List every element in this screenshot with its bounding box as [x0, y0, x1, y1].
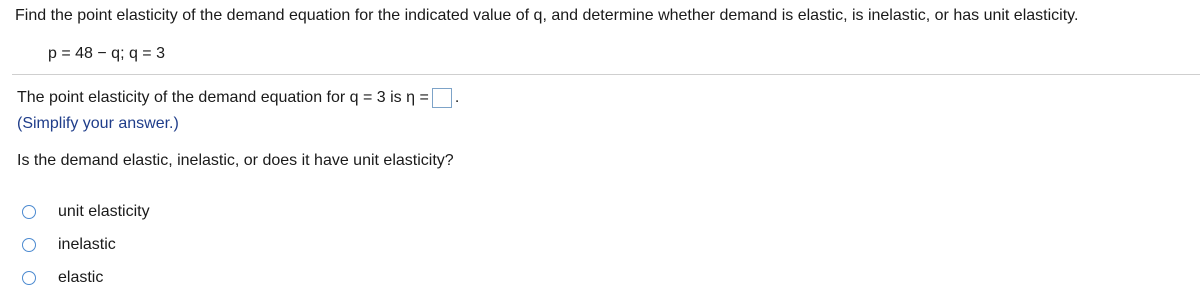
radio-inelastic[interactable] — [22, 238, 36, 252]
demand-type-question: Is the demand elastic, inelastic, or does it have unit elasticity? — [17, 152, 454, 169]
option-inelastic[interactable] — [22, 235, 150, 255]
divider — [12, 74, 1200, 75]
elasticity-answer-input[interactable] — [432, 88, 452, 108]
radio-elastic[interactable] — [22, 271, 36, 285]
option-label-inelastic[interactable]: inelastic — [58, 236, 116, 253]
answer-period: . — [454, 89, 460, 106]
demand-type-options — [22, 202, 150, 301]
option-elastic[interactable] — [22, 268, 150, 288]
option-label-unit-elasticity[interactable]: unit elasticity — [58, 203, 150, 220]
option-label-elastic[interactable]: elastic — [58, 269, 104, 286]
option-unit-elasticity[interactable] — [22, 202, 150, 222]
demand-equation: p = 48 − q; q = 3 — [48, 45, 165, 62]
simplify-hint: (Simplify your answer.) — [17, 115, 179, 132]
elasticity-prompt: The point elasticity of the demand equation for q = 3 is η = — [17, 89, 429, 106]
question-instruction: Find the point elasticity of the demand equation for the indicated value of q, and determine whether demand is elastic, is inelastic, or has unit elasticity. — [15, 7, 1079, 24]
radio-unit-elasticity[interactable] — [22, 205, 36, 219]
elasticity-answer-line — [17, 88, 459, 108]
